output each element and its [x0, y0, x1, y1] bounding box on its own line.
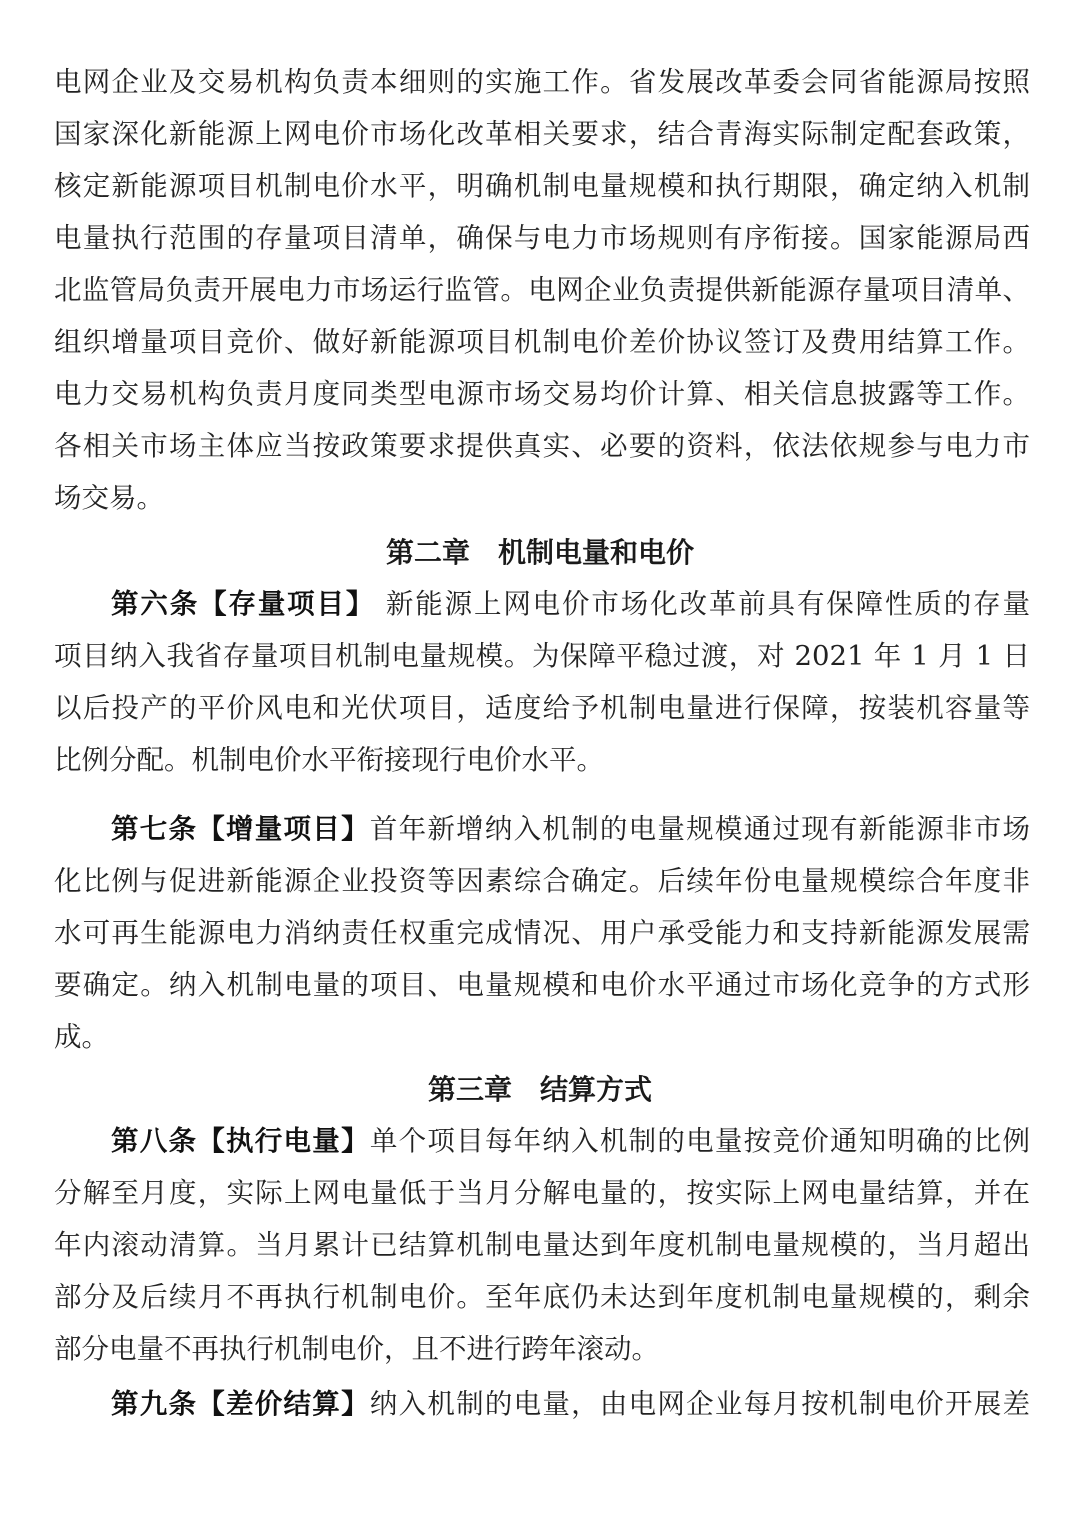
article-first-line — [111, 1384, 1030, 1424]
paragraph-line: 部分及后续月不再执行机制电价。至年底仍未达到年度机制电量规模的，剩余 — [54, 1281, 1030, 1313]
article-label: 第六条【存量项目】 — [111, 588, 376, 620]
paragraph-line: 项目纳入我省存量项目机制电量规模。为保障平稳过渡，对 2021 年 1 月 1 日 — [54, 640, 1030, 672]
article-text: 新能源上网电价市场化改革前具有保障性质的存量 — [375, 588, 1030, 620]
paragraph-line: 电力交易机构负责月度同类型电源市场交易均价计算、相关信息披露等工作。 — [54, 378, 1030, 410]
paragraph-line: 化比例与促进新能源企业投资等因素综合确定。后续年份电量规模综合年度非 — [54, 865, 1030, 897]
paragraph-line: 北监管局负责开展电力市场运行监管。电网企业负责提供新能源存量项目清单、 — [54, 274, 1030, 306]
article-label: 第七条【增量项目】 — [111, 813, 370, 845]
article-first-line — [111, 584, 1030, 624]
article-text: 单个项目每年纳入机制的电量按竞价通知明确的比例 — [369, 1125, 1031, 1157]
paragraph-line: 分解至月度，实际上网电量低于当月分解电量的，按实际上网电量结算，并在 — [54, 1177, 1030, 1209]
paragraph-line: 以后投产的平价风电和光伏项目，适度给予机制电量进行保障，按装机容量等 — [54, 692, 1030, 724]
article-first-line — [111, 1121, 1030, 1161]
paragraph-line: 核定新能源项目机制电价水平，明确机制电量规模和执行期限，确定纳入机制 — [54, 170, 1030, 202]
paragraph-line: 部分电量不再执行机制电价，且不进行跨年滚动。 — [54, 1333, 659, 1365]
paragraph-line: 年内滚动清算。当月累计已结算机制电量达到年度机制电量规模的，当月超出 — [54, 1229, 1030, 1261]
paragraph-line: 场交易。 — [54, 482, 164, 514]
paragraph-line: 国家深化新能源上网电价市场化改革相关要求，结合青海实际制定配套政策， — [54, 118, 1030, 150]
article-text: 首年新增纳入机制的电量规模通过现有新能源非市场 — [369, 813, 1031, 845]
paragraph-line: 成。 — [54, 1021, 109, 1053]
article-first-line — [111, 809, 1030, 849]
article-text: 纳入机制的电量，由电网企业每月按机制电价开展差 — [369, 1388, 1031, 1420]
article-label: 第八条【执行电量】 — [111, 1125, 370, 1157]
paragraph-line: 水可再生能源电力消纳责任权重完成情况、用户承受能力和支持新能源发展需 — [54, 917, 1030, 949]
paragraph-line: 电网企业及交易机构负责本细则的实施工作。省发展改革委会同省能源局按照 — [54, 66, 1030, 98]
chapter-heading: 第三章 结算方式 — [427, 1073, 652, 1106]
paragraph-line: 要确定。纳入机制电量的项目、电量规模和电价水平通过市场化竞争的方式形 — [54, 969, 1030, 1001]
paragraph-line: 比例分配。机制电价水平衔接现行电价水平。 — [54, 744, 604, 776]
article-label: 第九条【差价结算】 — [111, 1388, 370, 1420]
chapter-heading: 第二章 机制电量和电价 — [385, 536, 694, 569]
paragraph-line: 电量执行范围的存量项目清单，确保与电力市场规则有序衔接。国家能源局西 — [54, 222, 1030, 254]
paragraph-line: 各相关市场主体应当按政策要求提供真实、必要的资料，依法依规参与电力市 — [54, 430, 1030, 462]
paragraph-line: 组织增量项目竞价、做好新能源项目机制电价差价协议签订及费用结算工作。 — [54, 326, 1030, 358]
